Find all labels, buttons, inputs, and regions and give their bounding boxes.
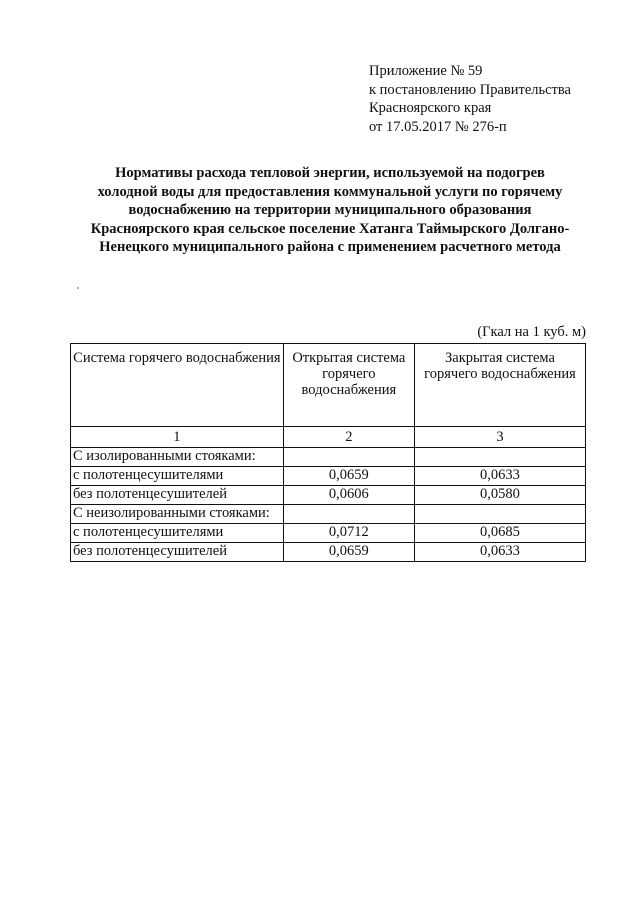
row-label: без полотенцесушителей (71, 543, 284, 562)
closed-value: 0,0685 (414, 524, 585, 543)
closed-value (414, 505, 585, 524)
unit-label: (Гкал на 1 куб. м) (477, 324, 586, 340)
closed-value: 0,0633 (414, 543, 585, 562)
title-line: Ненецкого муниципального района с применением расчетного метода (99, 239, 561, 255)
row-label: С изолированными стояками: (71, 448, 284, 467)
header-open-system: Открытая система горячего водоснабжения (283, 344, 414, 427)
row-label: С неизолированными стояками: (71, 505, 284, 524)
title-line: холодной воды для предоставления коммунальной услуги по горячему (97, 183, 563, 200)
open-value: 0,0606 (283, 486, 414, 505)
appendix-header (369, 62, 629, 136)
table-row (71, 448, 586, 467)
title-line: Нормативы расхода тепловой энергии, используемой на подогрев (115, 165, 545, 181)
closed-value (414, 448, 585, 467)
title-line: водоснабжению на территории муниципального образования (128, 202, 532, 218)
scan-speck (77, 287, 79, 289)
document-title (70, 164, 590, 257)
header-system: Система горячего водоснабжения (71, 344, 284, 427)
table-row (71, 505, 586, 524)
closed-value: 0,0580 (414, 486, 585, 505)
table-row (71, 467, 586, 486)
appendix-resolution: к постановлению Правительства (369, 81, 571, 98)
column-number: 3 (414, 427, 585, 448)
table-row (71, 486, 586, 505)
row-label: с полотенцесушителями (71, 467, 284, 486)
column-number: 1 (71, 427, 284, 448)
row-label: с полотенцесушителями (71, 524, 284, 543)
norms-table (70, 343, 586, 562)
open-value (283, 448, 414, 467)
title-line: Красноярского края сельское поселение Хатанга Таймырского Долгано- (90, 220, 570, 237)
appendix-number: Приложение № 59 (369, 63, 483, 79)
open-value: 0,0659 (283, 543, 414, 562)
column-number: 2 (283, 427, 414, 448)
appendix-date: от 17.05.2017 № 276-п (369, 118, 507, 135)
open-value: 0,0659 (283, 467, 414, 486)
open-value (283, 505, 414, 524)
table-row (71, 543, 586, 562)
table-header-row (71, 344, 586, 427)
open-value: 0,0712 (283, 524, 414, 543)
header-closed-system: Закрытая система горячего водоснабжения (414, 344, 585, 427)
closed-value: 0,0633 (414, 467, 585, 486)
table-column-numbers (71, 427, 586, 448)
row-label: без полотенцесушителей (71, 486, 284, 505)
appendix-region: Красноярского края (369, 100, 492, 116)
table-row (71, 524, 586, 543)
